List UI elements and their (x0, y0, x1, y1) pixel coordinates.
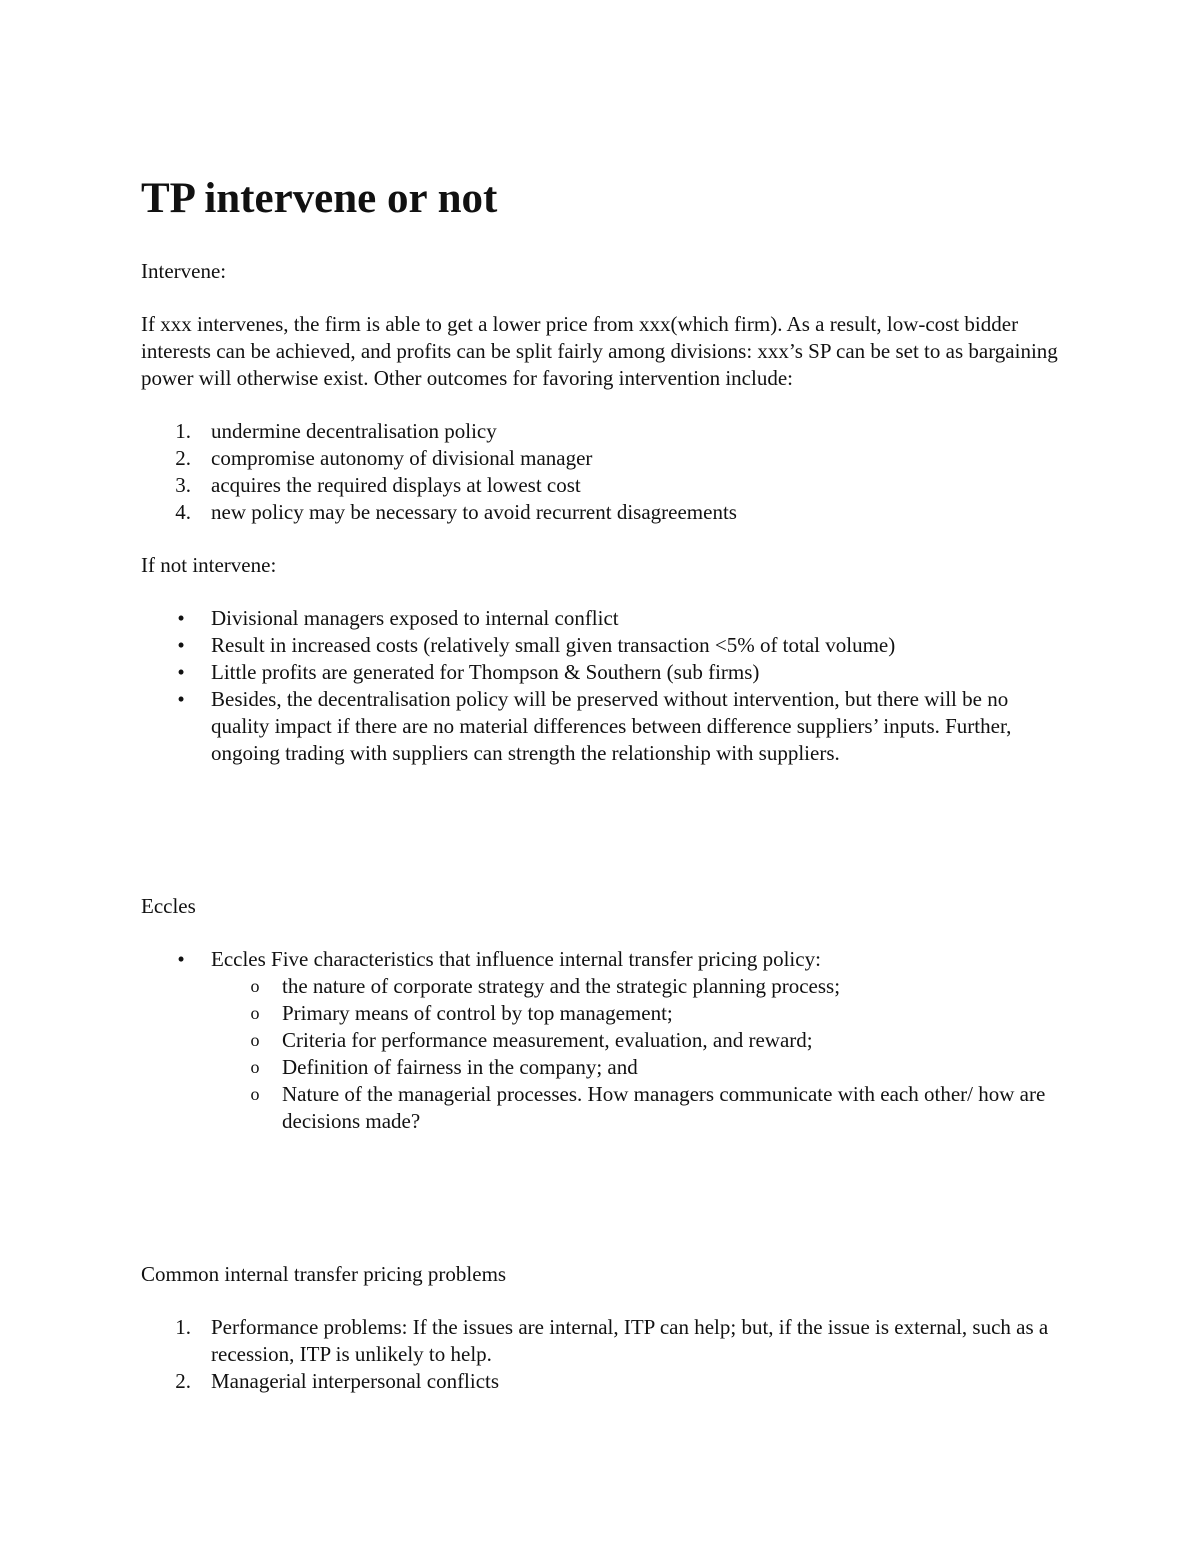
list-number: 3. (175, 473, 191, 497)
problems-list (141, 1314, 1071, 1395)
list-item (141, 686, 1071, 767)
list-item-text: undermine decentralisation policy (211, 419, 497, 443)
list-item-text: Managerial interpersonal conflicts (211, 1369, 500, 1393)
not-intervene-heading: If not intervene: (141, 553, 277, 577)
document-body (141, 168, 1071, 1421)
list-item (141, 1314, 1071, 1368)
sub-list-item-text: Primary means of control by top management; (282, 1001, 673, 1025)
bullet-icon: • (177, 633, 185, 657)
list-item-text: Performance problems: If the issues are internal, ITP can help; but, if the issue is external, such as a recession, ITP is unlikely to help. (211, 1315, 1049, 1366)
sub-list-item-text: Definition of fairness in the company; and (282, 1055, 638, 1079)
sub-list-item (211, 1054, 1071, 1081)
bullet-icon: • (177, 606, 185, 630)
eccles-sub-list (211, 973, 1071, 1135)
circle-bullet-icon: o (250, 1003, 260, 1023)
intervene-list (141, 418, 1071, 526)
intervene-paragraph: If xxx intervenes, the firm is able to get a lower price from xxx(which firm). As a result, low-cost bidder interests can be achieved, and profits can be split fairly among divisions: xxx’s SP can be set to as bargaining power will otherwise exist. Other outcomes for favoring intervention include: (141, 312, 1058, 390)
list-item-text: Little profits are generated for Thompson & Southern (sub firms) (211, 660, 760, 684)
eccles-list (141, 946, 1071, 1135)
sub-list-item (211, 1081, 1071, 1135)
list-item (141, 1368, 1071, 1395)
bullet-icon: • (177, 687, 185, 711)
eccles-heading: Eccles (141, 894, 196, 918)
sub-list-item (211, 973, 1071, 1000)
list-item (141, 472, 1071, 499)
list-item (141, 632, 1071, 659)
sub-list-item (211, 1000, 1071, 1027)
blank-space (141, 793, 1071, 893)
list-item-text: new policy may be necessary to avoid recurrent disagreements (211, 500, 737, 524)
bullet-icon: • (177, 660, 185, 684)
list-item (141, 445, 1071, 472)
circle-bullet-icon: o (250, 976, 260, 996)
list-number: 2. (175, 446, 191, 470)
circle-bullet-icon: o (250, 1030, 260, 1050)
list-item-text: Divisional managers exposed to internal conflict (211, 606, 619, 630)
list-number: 1. (175, 1315, 191, 1339)
list-item-text: Eccles Five characteristics that influence internal transfer pricing policy: (211, 947, 821, 971)
list-number: 1. (175, 419, 191, 443)
circle-bullet-icon: o (250, 1084, 260, 1104)
sub-list-item (211, 1027, 1071, 1054)
list-item-text: compromise autonomy of divisional manager (211, 446, 593, 470)
page-title: TP intervene or not (141, 175, 498, 222)
blank-space (141, 1161, 1071, 1261)
list-item (141, 499, 1071, 526)
problems-heading: Common internal transfer pricing problems (141, 1262, 507, 1286)
sub-list-item-text: the nature of corporate strategy and the strategic planning process; (282, 974, 841, 998)
list-number: 2. (175, 1369, 191, 1393)
list-item (141, 946, 1071, 1135)
list-item-text: Besides, the decentralisation policy will be preserved without intervention, but there will be no quality impact if there are no material differences between difference suppliers’ inputs. Further, ongoing trading with suppliers can strength the relationship with suppliers. (211, 687, 1012, 765)
list-item-text: acquires the required displays at lowest cost (211, 473, 581, 497)
list-item (141, 418, 1071, 445)
sub-list-item-text: Criteria for performance measurement, evaluation, and reward; (282, 1028, 813, 1052)
list-item (141, 605, 1071, 632)
sub-list-item-text: Nature of the managerial processes. How managers communicate with each other/ how are decisions made? (282, 1082, 1046, 1133)
list-item (141, 659, 1071, 686)
bullet-icon: • (177, 947, 185, 971)
list-number: 4. (175, 500, 191, 524)
list-item-text: Result in increased costs (relatively small given transaction <5% of total volume) (211, 633, 896, 657)
intervene-heading: Intervene: (141, 259, 227, 283)
not-intervene-list (141, 605, 1071, 767)
circle-bullet-icon: o (250, 1057, 260, 1077)
